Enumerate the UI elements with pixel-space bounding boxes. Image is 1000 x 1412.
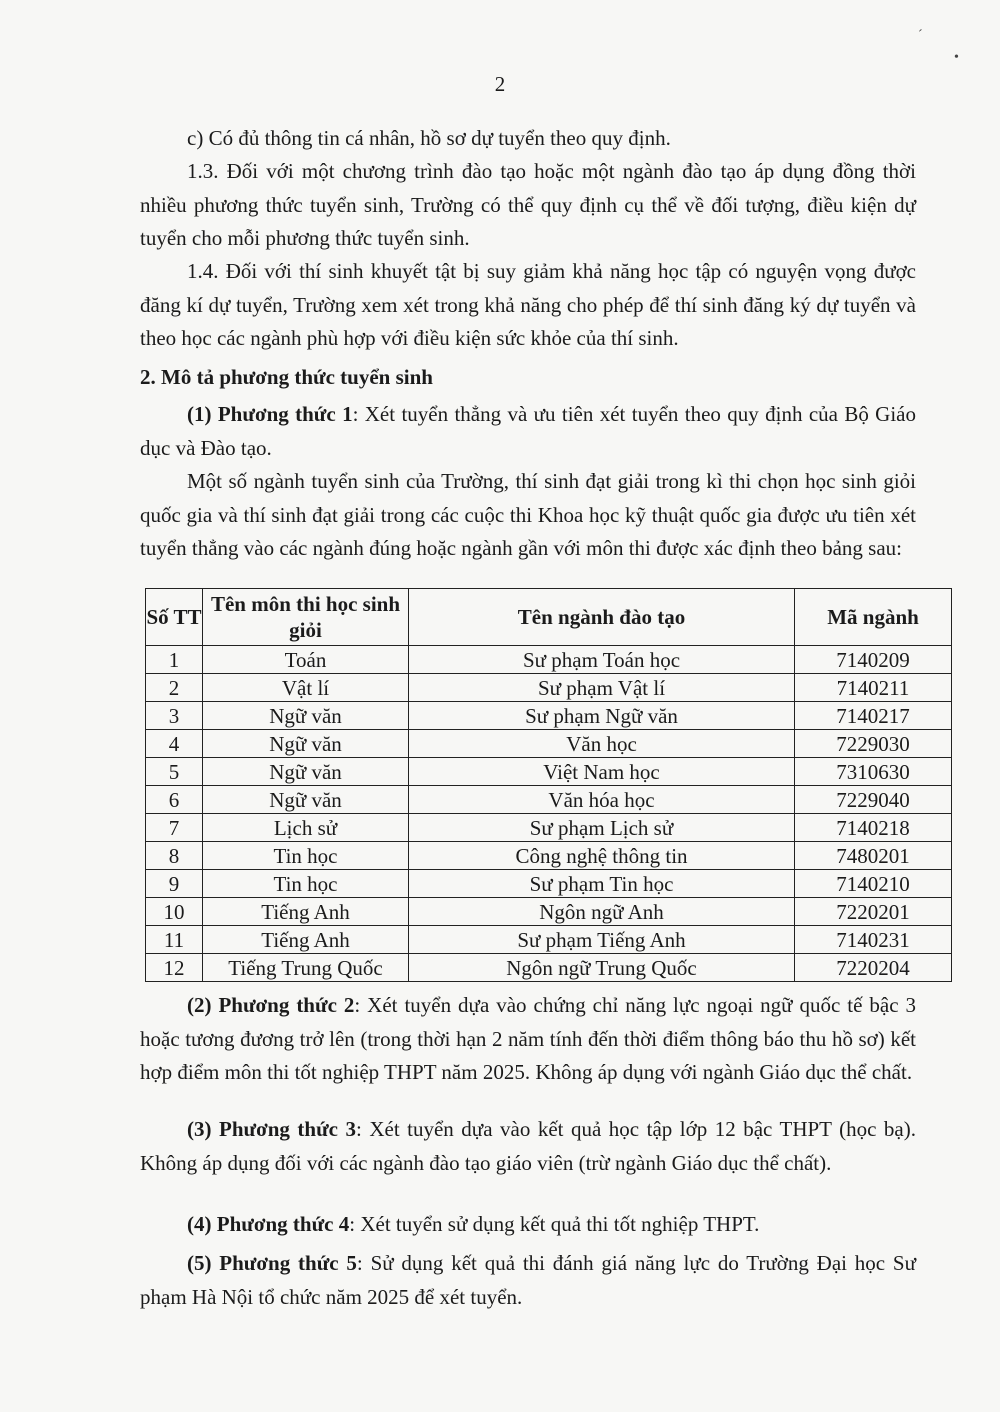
cell-subject: Vật lí xyxy=(203,674,409,702)
cell-major: Sư phạm Vật lí xyxy=(409,674,795,702)
method-3-label: (3) Phương thức 3 xyxy=(187,1117,356,1141)
cell-major: Công nghệ thông tin xyxy=(409,842,795,870)
cell-major: Ngôn ngữ Anh xyxy=(409,898,795,926)
subject-major-table xyxy=(145,588,952,982)
method-1-paragraph xyxy=(140,398,916,465)
table-row xyxy=(146,730,952,758)
cell-subject: Ngữ văn xyxy=(203,730,409,758)
cell-code: 7140211 xyxy=(795,674,952,702)
method-4-label: (4) Phương thức 4 xyxy=(187,1212,350,1236)
method-1-text: : Xét tuyển thẳng và ưu tiên xét tuyển theo quy định của Bộ Giáo dục và Đào tạo. xyxy=(140,402,916,460)
cell-code: 7140218 xyxy=(795,814,952,842)
cell-major: Ngôn ngữ Trung Quốc xyxy=(409,954,795,982)
cell-major: Văn hóa học xyxy=(409,786,795,814)
cell-stt: 10 xyxy=(146,898,203,926)
table-row xyxy=(146,674,952,702)
cell-subject: Ngữ văn xyxy=(203,702,409,730)
cell-subject: Tin học xyxy=(203,842,409,870)
table-row xyxy=(146,898,952,926)
table-row xyxy=(146,646,952,674)
cell-subject: Tin học xyxy=(203,870,409,898)
cell-stt: 12 xyxy=(146,954,203,982)
cell-code: 7310630 xyxy=(795,758,952,786)
cell-major: Việt Nam học xyxy=(409,758,795,786)
scan-speck: • xyxy=(954,50,959,65)
table-row xyxy=(146,786,952,814)
cell-major: Sư phạm Tiếng Anh xyxy=(409,926,795,954)
cell-stt: 9 xyxy=(146,870,203,898)
cell-stt: 4 xyxy=(146,730,203,758)
cell-subject: Tiếng Anh xyxy=(203,898,409,926)
table-header-row xyxy=(146,589,952,646)
cell-code: 7140210 xyxy=(795,870,952,898)
method-1-label: (1) Phương thức 1 xyxy=(187,402,353,426)
cell-code: 7140217 xyxy=(795,702,952,730)
method-2-paragraph xyxy=(140,989,916,1090)
table-row xyxy=(146,870,952,898)
cell-code: 7140231 xyxy=(795,926,952,954)
table-row xyxy=(146,842,952,870)
table-body xyxy=(146,646,952,982)
cell-stt: 1 xyxy=(146,646,203,674)
method-3-paragraph xyxy=(140,1113,916,1180)
cell-subject: Tiếng Trung Quốc xyxy=(203,954,409,982)
method-2-text: : Xét tuyển dựa vào chứng chỉ năng lực ngoại ngữ quốc tế bậc 3 hoặc tương đương trở lên (trong thời hạn 2 năm tính đến thời điểm thông báo thu hồ sơ) kết hợp điểm môn thi tốt nghiệp THPT năm 2025. Không áp dụng với ngành Giáo dục thể chất. xyxy=(140,993,916,1084)
cell-stt: 5 xyxy=(146,758,203,786)
method-4-paragraph xyxy=(140,1208,916,1242)
table-row xyxy=(146,758,952,786)
method-5-text: : Sử dụng kết quả thi đánh giá năng lực do Trường Đại học Sư phạm Hà Nội tổ chức năm 2025 để xét tuyển. xyxy=(140,1251,916,1309)
section-heading-2: 2. Mô tả phương thức tuyển sinh xyxy=(140,365,433,389)
table-intro-paragraph: Một số ngành tuyển sinh của Trường, thí sinh đạt giải trong kì thi chọn học sinh giỏi quốc gia và thí sinh đạt giải trong các cuộc thi Khoa học kỹ thuật quốc gia được ưu tiên xét tuyển thẳng vào các ngành đúng hoặc ngành gần với môn thi được xác định theo bảng sau: xyxy=(140,469,916,560)
header-stt: Số TT xyxy=(146,589,203,646)
cell-stt: 8 xyxy=(146,842,203,870)
cell-code: 7480201 xyxy=(795,842,952,870)
paragraph-1-3: 1.3. Đối với một chương trình đào tạo hoặc một ngành đào tạo áp dụng đồng thời nhiều phương thức tuyển sinh, Trường có thể quy định cụ thể về đối tượng, điều kiện dự tuyển cho mỗi phương thức tuyển sinh. xyxy=(140,159,916,250)
table-row xyxy=(146,814,952,842)
cell-major: Văn học xyxy=(409,730,795,758)
cell-subject: Toán xyxy=(203,646,409,674)
header-major: Tên ngành đào tạo xyxy=(409,589,795,646)
cell-subject: Lịch sử xyxy=(203,814,409,842)
cell-subject: Ngữ văn xyxy=(203,758,409,786)
table-row xyxy=(146,702,952,730)
paragraph-1-4: 1.4. Đối với thí sinh khuyết tật bị suy giảm khả năng học tập có nguyện vọng được đăng kí dự tuyển, Trường xem xét trong khả năng cho phép để thí sinh đăng ký dự tuyển và theo học các ngành phù hợp với điều kiện sức khỏe của thí sinh. xyxy=(140,259,916,350)
table-row xyxy=(146,926,952,954)
cell-stt: 7 xyxy=(146,814,203,842)
cell-code: 7229040 xyxy=(795,786,952,814)
page-number: 2 xyxy=(494,72,506,96)
method-5-paragraph xyxy=(140,1247,916,1314)
method-3-text: : Xét tuyển dựa vào kết quả học tập lớp 12 bậc THPT (học bạ). Không áp dụng đối với các ngành đào tạo giáo viên (trừ ngành Giáo dục thể chất). xyxy=(140,1117,916,1175)
cell-code: 7220201 xyxy=(795,898,952,926)
cell-code: 7140209 xyxy=(795,646,952,674)
cell-major: Sư phạm Lịch sử xyxy=(409,814,795,842)
cell-major: Sư phạm Ngữ văn xyxy=(409,702,795,730)
method-4-text: : Xét tuyển sử dụng kết quả thi tốt nghiệp THPT. xyxy=(349,1212,760,1236)
cell-subject: Ngữ văn xyxy=(203,786,409,814)
cell-stt: 3 xyxy=(146,702,203,730)
header-subject: Tên môn thi học sinh giỏi xyxy=(203,589,409,646)
header-code: Mã ngành xyxy=(795,589,952,646)
table-row xyxy=(146,954,952,982)
method-2-label: (2) Phương thức 2 xyxy=(187,993,355,1017)
method-5-label: (5) Phương thức 5 xyxy=(187,1251,357,1275)
scan-speck: ˊ xyxy=(918,28,923,43)
cell-code: 7229030 xyxy=(795,730,952,758)
cell-major: Sư phạm Tin học xyxy=(409,870,795,898)
cell-stt: 6 xyxy=(146,786,203,814)
cell-stt: 11 xyxy=(146,926,203,954)
paragraph-c: c) Có đủ thông tin cá nhân, hồ sơ dự tuyển theo quy định. xyxy=(187,126,671,150)
cell-major: Sư phạm Toán học xyxy=(409,646,795,674)
cell-code: 7220204 xyxy=(795,954,952,982)
cell-stt: 2 xyxy=(146,674,203,702)
cell-subject: Tiếng Anh xyxy=(203,926,409,954)
